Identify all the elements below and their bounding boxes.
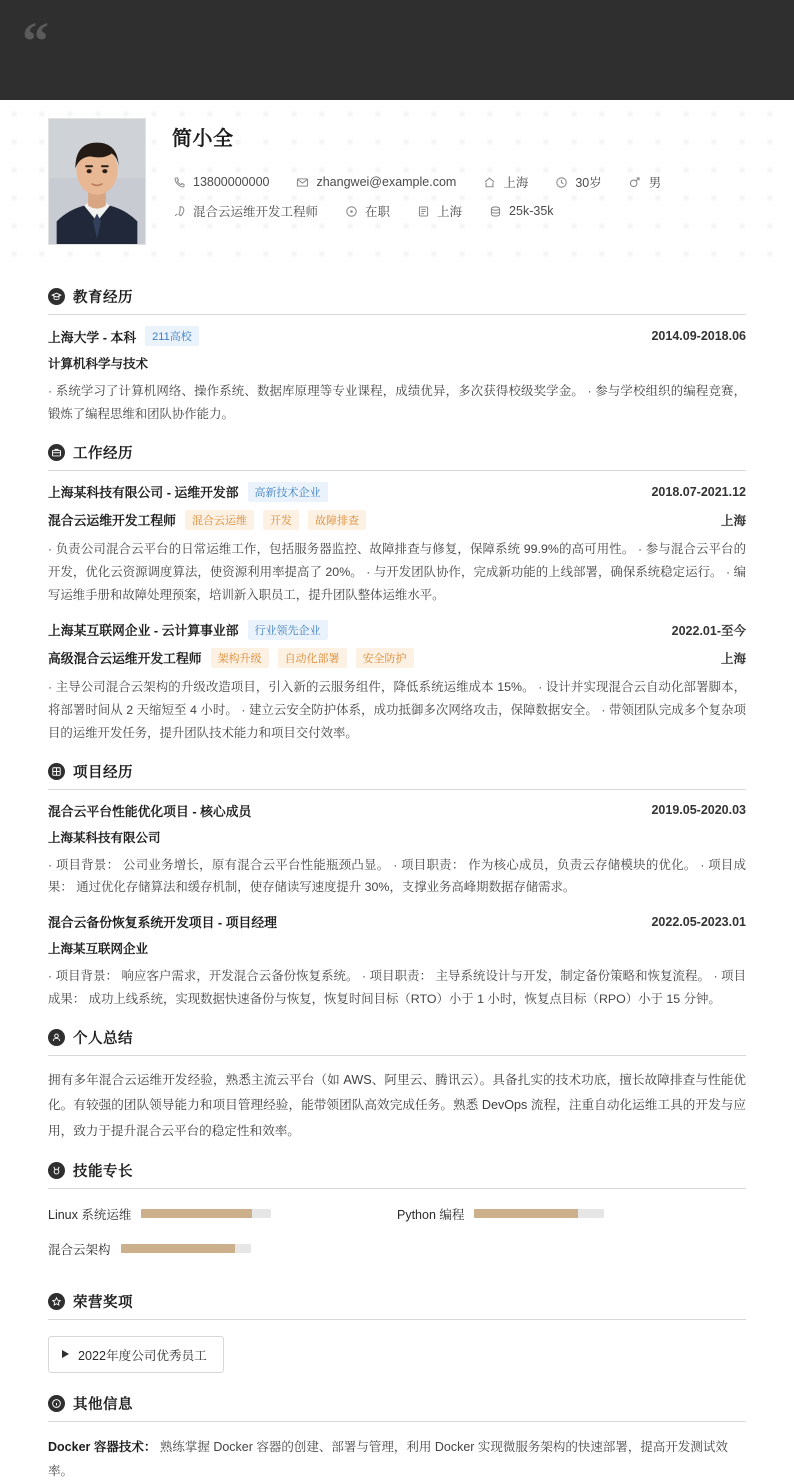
contact-gender <box>628 173 662 191</box>
work-entry <box>48 471 746 607</box>
work-company-tag: 行业领先企业 <box>248 620 328 640</box>
skill-item <box>397 1205 746 1223</box>
section-header-projects <box>48 761 746 790</box>
job-salary-text: 25k-35k <box>509 204 554 218</box>
work-role: 高级混合云运维开发工程师 <box>48 651 202 667</box>
education-major: 计算机科学与技术 <box>48 357 149 371</box>
contact-phone <box>172 175 269 189</box>
project-company: 上海某互联网企业 <box>48 942 149 957</box>
job-status-text: 在职 <box>365 205 391 219</box>
section-title-work: 工作经历 <box>73 445 133 462</box>
briefcase-icon <box>48 444 65 461</box>
work-date: 2018.07-2021.12 <box>651 484 746 499</box>
project-name: 混合云平台性能优化项目 - 核心成员 <box>48 803 252 819</box>
job-title <box>172 202 318 220</box>
job-status <box>344 202 390 220</box>
skill-bar <box>141 1209 271 1218</box>
education-school: 上海大学 - 本科 <box>48 329 137 345</box>
work-place: 上海 <box>720 651 746 666</box>
contact-age <box>554 173 601 191</box>
work-role: 混合云运维开发工程师 <box>48 513 176 529</box>
section-title-projects: 项目经历 <box>73 764 133 781</box>
award-item <box>48 1336 224 1373</box>
phone-icon <box>172 175 186 189</box>
work-company: 上海某科技有限公司 - 运维开发部 <box>48 485 239 501</box>
section-projects <box>0 761 794 1012</box>
job-location-text: 上海 <box>437 205 463 219</box>
medal-icon <box>48 1162 65 1179</box>
project-company: 上海某科技有限公司 <box>48 830 161 845</box>
cap-icon <box>48 288 65 305</box>
job-title-text: 混合云运维开发工程师 <box>193 205 319 219</box>
section-summary <box>0 1027 794 1144</box>
skill-item <box>48 1240 397 1258</box>
skill-item <box>48 1205 397 1223</box>
work-role-tag: 开发 <box>263 510 299 530</box>
star-icon <box>48 1293 65 1310</box>
job-row <box>172 202 746 220</box>
section-header-other <box>48 1393 746 1422</box>
work-role-tag: 故障排查 <box>308 510 366 530</box>
page-title: 简小全 <box>172 128 234 150</box>
clock-icon <box>554 175 568 189</box>
skill-bar <box>121 1244 251 1253</box>
skill-name: Linux 系统运维 <box>48 1207 132 1222</box>
work-role-tag: 安全防护 <box>356 648 414 668</box>
work-place: 上海 <box>720 513 746 528</box>
identity-block <box>172 118 746 231</box>
location-icon <box>416 204 430 218</box>
work-company: 上海某互联网企业 - 云计算事业部 <box>48 623 239 639</box>
section-title-awards: 荣营奖项 <box>73 1294 133 1311</box>
quote-icon: “ <box>22 11 47 71</box>
section-header-skills <box>48 1160 746 1189</box>
job-salary <box>488 204 553 218</box>
profile-header <box>0 100 794 270</box>
play-triangle-icon <box>62 1350 69 1358</box>
project-entry <box>48 901 746 1011</box>
person-icon <box>48 1029 65 1046</box>
avatar <box>48 118 146 245</box>
section-education <box>0 286 794 426</box>
contact-row <box>172 173 746 191</box>
section-header-education <box>48 286 746 315</box>
job-location <box>416 202 462 220</box>
work-company-tag: 高新技术企业 <box>248 482 328 502</box>
home-icon <box>482 175 496 189</box>
work-role-tag: 混合云运维 <box>185 510 254 530</box>
section-other <box>0 1393 794 1483</box>
skill-name: Python 编程 <box>397 1207 465 1222</box>
section-title-summary: 个人总结 <box>73 1031 133 1048</box>
section-title-skills: 技能专长 <box>73 1163 133 1180</box>
project-date: 2019.05-2020.03 <box>651 803 746 817</box>
contact-email-text: zhangwei@example.com <box>316 175 457 189</box>
project-entry <box>48 790 746 900</box>
section-header-work <box>48 442 746 471</box>
section-work <box>0 442 794 745</box>
email-icon <box>295 175 309 189</box>
project-desc: · 项目背景： 响应客户需求，开发混合云备份恢复系统。 · 项目职责： 主导系统设计与开发，制定备份策略和恢复流程。 · 项目成果： 成功上线系统，实现数据快速备份与恢复，恢复时间目标（RTO）小于 1 小时，恢复点目标（RPO）小于 15 分钟。 <box>48 969 746 1007</box>
section-header-summary <box>48 1027 746 1056</box>
education-tag: 211高校 <box>145 326 199 346</box>
info-icon <box>48 1395 65 1412</box>
contact-city-text: 上海 <box>503 176 529 190</box>
contact-city <box>482 173 528 191</box>
section-awards <box>0 1291 794 1377</box>
top-banner <box>0 0 794 100</box>
work-desc: · 负责公司混合云平台的日常运维工作，包括服务器监控、故障排查与修复，保障系统 99.9%的高可用性。 · 参与混合云平台的开发，优化云资源调度算法，使资源利用率提高了 20%。 · 与开发团队协作，完成新功能的上线部署，确保系统稳定运行。 · 编写运维手册和故障处理预案，培训新入职员工，提升团队整体运维水平。 <box>48 541 746 602</box>
contact-phone-text: 13800000000 <box>193 175 270 189</box>
section-title-education: 教育经历 <box>73 290 133 306</box>
award-label: 2022年度公司优秀员工 <box>78 1348 207 1363</box>
education-desc: · 系统学习了计算机网络、操作系统、数据库原理等专业课程，成绩优异，多次获得校级奖学金。 · 参与学校组织的编程竞赛，锻炼了编程思维和团队协作能力。 <box>48 384 746 421</box>
contact-gender-text: 男 <box>648 176 662 190</box>
award-list <box>48 1320 746 1377</box>
status-icon <box>344 204 358 218</box>
section-header-awards <box>48 1291 746 1320</box>
summary-text: 拥有多年混合云运维开发经验，熟悉主流云平台（如 AWS、阿里云、腾讯云）。具备扎实的技术功底，擅长故障排查与性能优化。有较强的团队领导能力和项目管理经验，能带领团队高效完成任务。熟悉 DevOps 流程，注重自动化运维工具的开发与应用，致力于提升混合云平台的稳定性和效率。 <box>48 1073 746 1138</box>
work-entry <box>48 609 746 745</box>
skill-list <box>48 1189 746 1275</box>
education-date: 2014.09-2018.06 <box>651 329 746 343</box>
contact-email <box>295 175 456 189</box>
project-desc: · 项目背景： 公司业务增长，原有混合云平台性能瓶颈凸显。 · 项目职责： 作为核心成员，负责云存储模块的优化。 · 项目成果： 通过优化存储算法和缓存机制，使存储读写速度提升 30%，支撑业务高峰期数据存储需求。 <box>48 857 746 895</box>
project-name: 混合云备份恢复系统开发项目 - 项目经理 <box>48 915 277 931</box>
grid-icon <box>48 763 65 780</box>
rocket-icon <box>172 204 186 218</box>
work-desc: · 主导公司混合云架构的升级改造项目，引入新的云服务组件，降低系统运维成本 15%。 · 设计并实现混合云自动化部署脚本，将部署时间从 2 天缩短至 4 小时。 · 建立云安全防护体系，成功抵御多次网络攻击，保障数据安全。 · 带领团队完成多个复杂项目的运维开发任务，提升团队技术能力和项目交付效率。 <box>48 679 746 740</box>
section-skills <box>0 1160 794 1275</box>
skill-name: 混合云架构 <box>48 1242 111 1257</box>
salary-icon <box>488 204 502 218</box>
section-title-other: 其他信息 <box>73 1396 133 1413</box>
contact-age-text: 30岁 <box>575 176 602 190</box>
gender-icon <box>628 175 642 189</box>
project-date: 2022.05-2023.01 <box>651 914 746 929</box>
other-item <box>48 1436 746 1483</box>
other-item-text: 熟练掌握 Docker 容器的创建、部署与管理，利用 Docker 实现微服务架构的快速部署，提高开发测试效率。 <box>48 1439 728 1478</box>
education-entry <box>48 315 746 426</box>
work-role-tag: 自动化部署 <box>278 648 347 668</box>
other-item-label: Docker 容器技术： <box>48 1439 157 1454</box>
other-list <box>48 1422 746 1483</box>
work-role-tag: 架构升级 <box>211 648 269 668</box>
skill-bar <box>474 1209 604 1218</box>
work-date: 2022.01-至今 <box>671 623 746 638</box>
